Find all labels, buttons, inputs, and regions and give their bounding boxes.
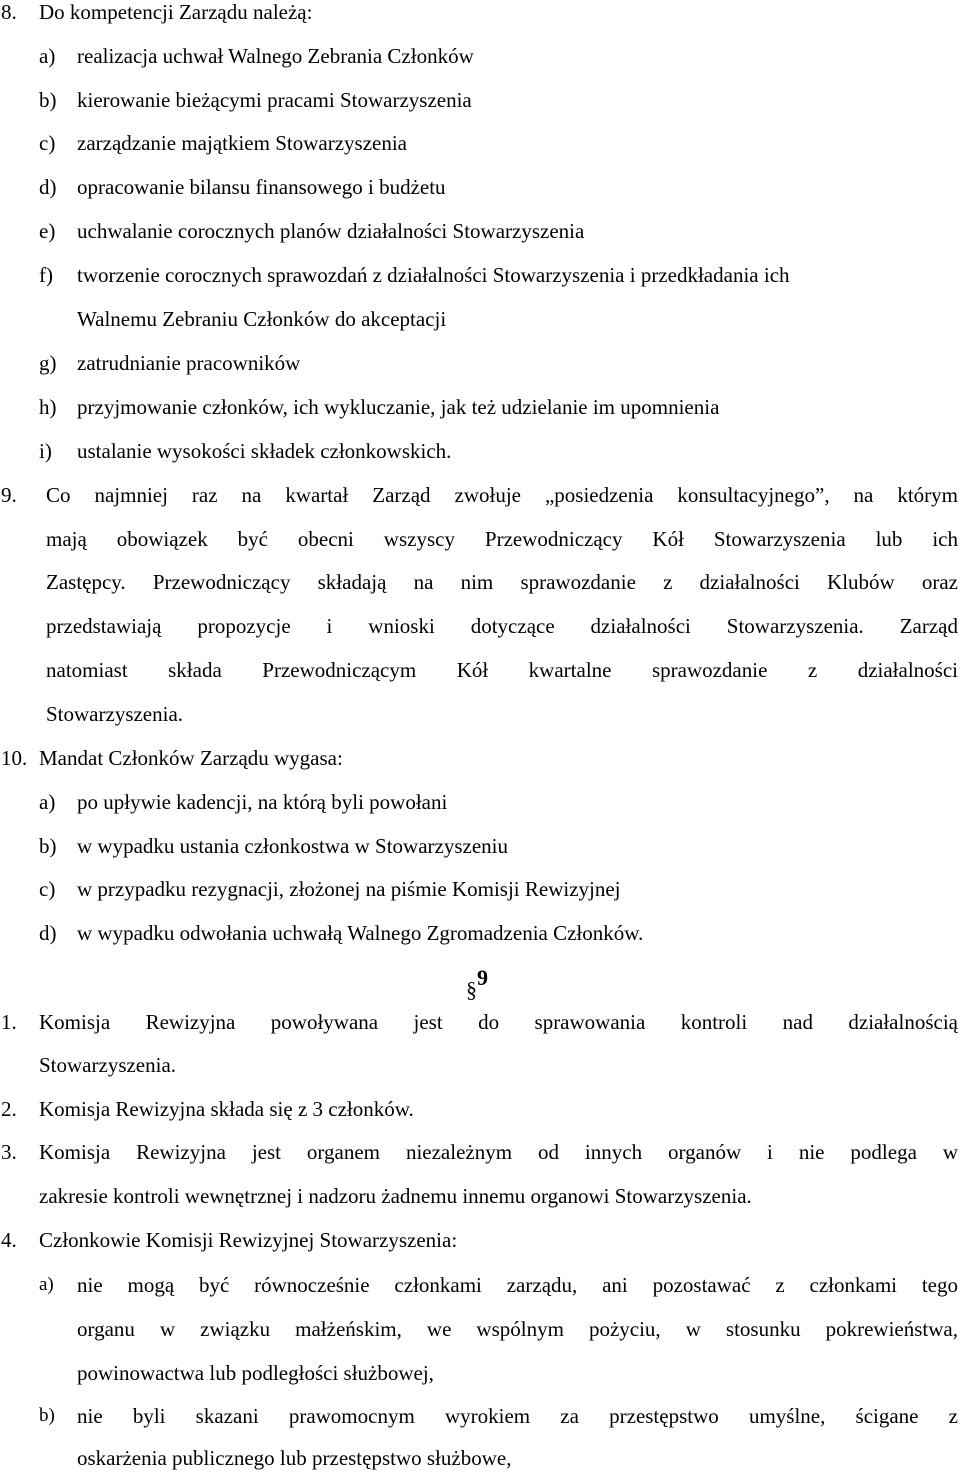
p8-item-i-text: ustalanie wysokości składek członkowskich. [77,439,452,463]
p8-item-c-letter: c) [39,131,56,155]
s9-4-item-a-text-line3: powinowactwa lub podległości służbowej, [77,1361,434,1385]
p8-item-h-letter: h) [39,395,57,419]
p10-item-a-letter: a) [39,790,56,814]
p9-line-3 [0,567,960,597]
s9-4-item-a-line3 [0,1358,960,1388]
s9-4-item-b-letter: b) [39,1405,55,1426]
section-heading [466,962,488,1002]
p9-number: 9. [1,483,17,507]
p8-item-h-text: przyjmowanie członków, ich wykluczanie, jak też udzielanie im upomnienia [77,395,720,419]
p10-item-c [0,874,960,904]
p9-text-line1: Co najmniej raz na kwartał Zarząd zwołuje „posiedzenia konsultacyjnego”, na którym [46,483,958,507]
s9-p1-text-line1: Komisja Rewizyjna powoływana jest do sprawowania kontroli nad działalnością [39,1010,958,1034]
p8-item-e [0,216,960,246]
p8-item-i-letter: i) [39,439,52,463]
s9-4-item-b-line1 [0,1401,960,1431]
p8-item-b-text: kierowanie bieżącymi pracami Stowarzyszenia [77,88,472,112]
p8-item-e-text: uchwalanie corocznych planów działalności Stowarzyszenia [77,219,585,243]
s9-p3-text-line1: Komisja Rewizyjna jest organem niezależnym od innych organów i nie podlega w [39,1140,958,1164]
p9-text-line4: przedstawiają propozycje i wnioski dotyczące działalności Stowarzyszenia. Zarząd [46,614,958,638]
p10-heading-text: Mandat Członków Zarządu wygasa: [39,746,343,770]
p10-item-b-letter: b) [39,834,57,858]
p10-item-b [0,831,960,861]
p8-item-d [0,172,960,202]
p9-text-line2: mają obowiązek być obecni wszyscy Przewodniczący Kół Stowarzyszenia lub ich [46,527,958,551]
p8-item-f-continued [0,304,960,334]
p9-line-2 [0,524,960,554]
s9-p2-number: 2. [1,1097,17,1121]
s9-4-item-a-line2 [0,1314,960,1344]
s9-p4-number: 4. [1,1228,17,1252]
s9-p3-line2 [0,1181,960,1211]
section-symbol: § [466,977,477,1002]
p8-item-g [0,348,960,378]
p10-heading [0,743,960,773]
s9-4-item-a-line1 [0,1270,960,1300]
p8-item-d-letter: d) [39,175,57,199]
p8-item-c [0,128,960,158]
s9-p4-text: Członkowie Komisji Rewizyjnej Stowarzyszenia: [39,1228,458,1252]
p10-item-a [0,787,960,817]
s9-4-item-a-text-line2: organu w związku małżeńskim, we wspólnym pożyciu, w stosunku pokrewieństwa, [77,1317,958,1341]
p8-item-c-text: zarządzanie majątkiem Stowarzyszenia [77,131,407,155]
p10-item-c-text: w przypadku rezygnacji, złożonej na piśmie Komisji Rewizyjnej [77,877,621,901]
p8-item-b [0,85,960,115]
p8-number: 8. [1,0,17,24]
section-number: 9 [477,965,488,990]
p8-item-f-text-line2: Walnemu Zebraniu Członków do akceptacji [77,307,447,331]
p8-heading [0,0,960,27]
s9-4-item-a-letter: a) [39,1274,54,1295]
p9-text-line5: natomiast składa Przewodniczącym Kół kwartalne sprawozdanie z działalności [46,658,958,682]
p8-item-i [0,436,960,466]
p9-line-5 [0,655,960,685]
p8-item-b-letter: b) [39,88,57,112]
p8-item-g-text: zatrudnianie pracowników [77,351,301,375]
p9-line-6 [0,699,960,729]
p9-text-line6: Stowarzyszenia. [46,702,184,726]
p10-item-d-text: w wypadku odwołania uchwałą Walnego Zgromadzenia Członków. [77,921,644,945]
s9-4-item-b-line2 [0,1443,960,1473]
s9-p2 [0,1094,960,1124]
p8-item-h [0,392,960,422]
p8-item-a-letter: a) [39,44,56,68]
p8-item-a-text: realizacja uchwał Walnego Zebrania Członków [77,44,474,68]
p8-item-d-text: opracowanie bilansu finansowego i budżetu [77,175,446,199]
s9-4-item-b-text-line1: nie byli skazani prawomocnym wyrokiem za przestępstwo umyślne, ścigane z [77,1404,958,1428]
p8-item-f [0,260,960,290]
s9-p1-number: 1. [1,1010,17,1034]
s9-p3-text-line2: zakresie kontroli wewnętrznej i nadzoru żadnemu innemu organowi Stowarzyszenia. [39,1184,752,1208]
p8-item-f-text-line1: tworzenie corocznych sprawozdań z działalności Stowarzyszenia i przedkładania ich [77,263,790,287]
s9-p3-number: 3. [1,1140,17,1164]
p8-heading-text: Do kompetencji Zarządu należą: [39,0,313,24]
s9-p1-text-line2: Stowarzyszenia. [39,1053,177,1077]
p10-item-d-letter: d) [39,921,57,945]
s9-p4 [0,1225,960,1255]
s9-4-item-a-text-line1: nie mogą być równocześnie członkami zarządu, ani pozostawać z członkami tego [77,1273,958,1297]
p9-text-line3: Zastępcy. Przewodniczący składają na nim sprawozdanie z działalności Klubów oraz [46,570,958,594]
p10-number: 10. [1,746,28,770]
p8-item-f-letter: f) [39,263,53,287]
p9-line-4 [0,611,960,641]
p8-item-g-letter: g) [39,351,57,375]
p8-item-e-letter: e) [39,219,56,243]
s9-4-item-b-text-line2: oskarżenia publicznego lub przestępstwo służbowe, [77,1446,512,1470]
p9-line-1 [0,480,960,510]
s9-p3-line1 [0,1137,960,1167]
s9-p1-line1 [0,1007,960,1037]
s9-p1-line2 [0,1050,960,1080]
p10-item-a-text: po upływie kadencji, na którą byli powołani [77,790,448,814]
p10-item-d [0,918,960,948]
s9-p2-text: Komisja Rewizyjna składa się z 3 członków. [39,1097,414,1121]
p10-item-c-letter: c) [39,877,56,901]
p8-item-a [0,41,960,71]
p10-item-b-text: w wypadku ustania członkostwa w Stowarzyszeniu [77,834,508,858]
